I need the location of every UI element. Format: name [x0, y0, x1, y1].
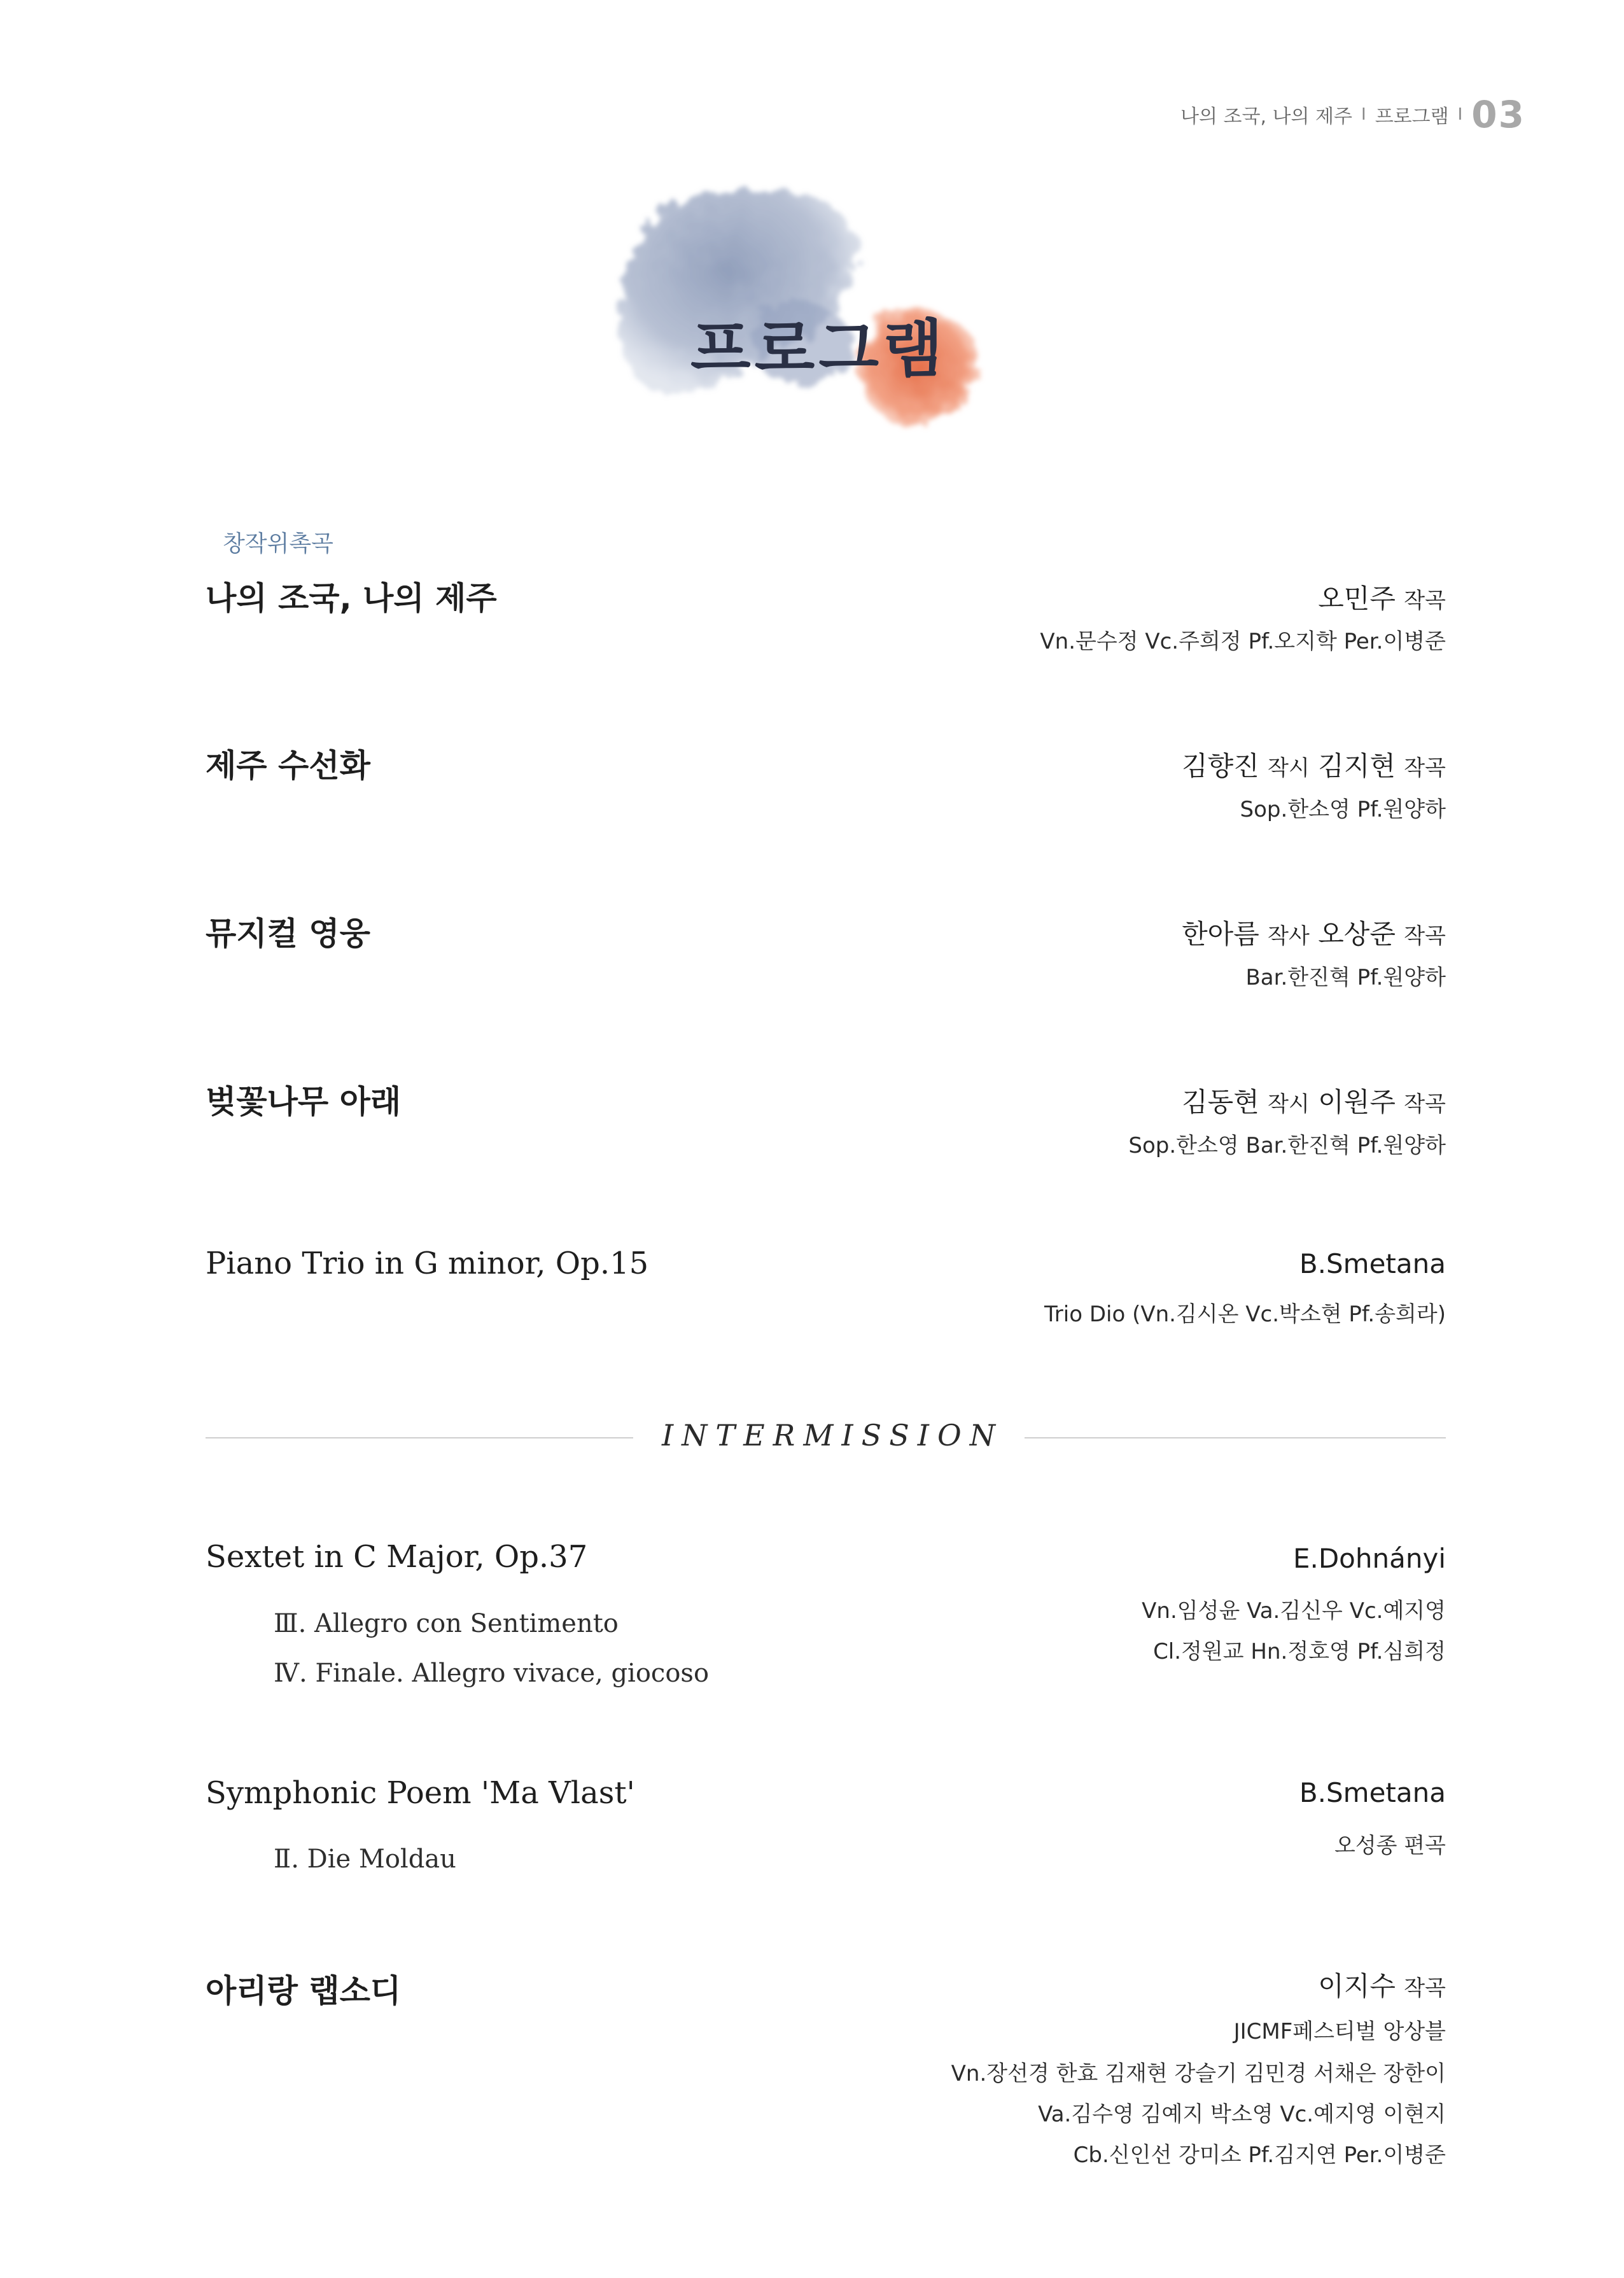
composer-role: 작곡	[1404, 588, 1446, 614]
composer-name: 이원주	[1318, 1086, 1396, 1118]
performers-line: Sop.한소영 Bar.한진혁 Pf.원양하	[1128, 1133, 1446, 1158]
credit-line	[1182, 913, 1446, 952]
running-header	[1180, 89, 1525, 140]
composer-name: 이지수	[1318, 1971, 1396, 2002]
header-separator: I	[1457, 105, 1463, 124]
movement: Ⅱ. Die Moldau	[274, 1845, 456, 1874]
credit-line	[1182, 745, 1446, 784]
lyricist-name: 김향진	[1182, 750, 1259, 782]
credit-line	[1318, 1965, 1446, 2004]
work-title: Piano Trio in G minor, Op.15	[206, 1246, 649, 1281]
composer-role: 작곡	[1404, 1092, 1446, 1117]
performers-line: Bar.한진혁 Pf.원양하	[1245, 965, 1446, 990]
lyricist-name: 한아름	[1182, 918, 1259, 950]
composer-role: 작곡	[1404, 756, 1446, 781]
work-title: 아리랑 랩소디	[206, 1972, 402, 2009]
performers-line: Vn.문수정 Vc.주희정 Pf.오지학 Per.이병준	[1040, 629, 1446, 654]
ensemble-name: JICMF페스티벌 앙상블	[1233, 2019, 1446, 2044]
title-block	[605, 178, 1012, 446]
performers-line: Vn.임성윤 Va.김신우 Vc.예지영	[1142, 1598, 1446, 1624]
composer-name: 김지현	[1318, 750, 1396, 782]
arranger-line: 오성종 편곡	[1334, 1833, 1446, 1859]
page-title: 프로그램	[690, 313, 947, 386]
work-title: 뮤지컬 영웅	[206, 915, 370, 952]
work-title: Symphonic Poem 'Ma Vlast'	[206, 1775, 635, 1811]
credit-line	[1318, 578, 1446, 616]
performers-line: Va.김수영 김예지 박소영 Vc.예지영 이현지	[1038, 2102, 1446, 2127]
composer-name: B.Smetana	[1299, 1248, 1446, 1279]
lyricist-role: 작시	[1268, 756, 1310, 781]
lyricist-name: 김동현	[1182, 1086, 1259, 1118]
work-title: 제주 수선화	[206, 747, 370, 784]
credit-line	[1182, 1081, 1446, 1120]
performers-line: Cb.신인선 강미소 Pf.김지연 Per.이병준	[1073, 2142, 1446, 2168]
composer-name: 오상준	[1318, 918, 1396, 950]
performers-line: Trio Dio (Vn.김시온 Vc.박소현 Pf.송희라)	[1044, 1302, 1446, 1327]
divider-left	[206, 1437, 633, 1438]
commission-tag: 창작위촉곡	[223, 531, 333, 557]
work-title: Sextet in C Major, Op.37	[206, 1539, 588, 1575]
performers-line: Vn.장선경 한효 김재현 강슬기 김민경 서채은 장한이	[951, 2061, 1446, 2086]
header-separator: I	[1361, 105, 1366, 124]
performers-line: Sop.한소영 Pf.원양하	[1240, 797, 1446, 822]
composer-role: 작곡	[1404, 1976, 1446, 2001]
header-concert-title: 나의 조국, 나의 제주	[1180, 106, 1353, 128]
lyricist-role: 작사	[1268, 924, 1310, 949]
composer-role: 작곡	[1404, 924, 1446, 949]
intermission-label: INTERMISSION	[662, 1418, 1004, 1452]
header-section: 프로그램	[1375, 106, 1449, 128]
work-title: 벚꽃나무 아래	[206, 1083, 402, 1120]
page-number: 03	[1471, 93, 1525, 136]
composer-name: B.Smetana	[1299, 1777, 1446, 1808]
movement: Ⅲ. Allegro con Sentimento	[274, 1609, 619, 1638]
movement: Ⅳ. Finale. Allegro vivace, giocoso	[274, 1659, 710, 1688]
work-title: 나의 조국, 나의 제주	[206, 580, 497, 617]
composer-name: E.Dohnányi	[1292, 1543, 1446, 1574]
composer-name: 오민주	[1318, 583, 1396, 614]
performers-line: Cl.정원교 Hn.정호영 Pf.심희정	[1153, 1639, 1446, 1664]
divider-right	[1025, 1437, 1446, 1438]
lyricist-role: 작시	[1268, 1092, 1310, 1117]
